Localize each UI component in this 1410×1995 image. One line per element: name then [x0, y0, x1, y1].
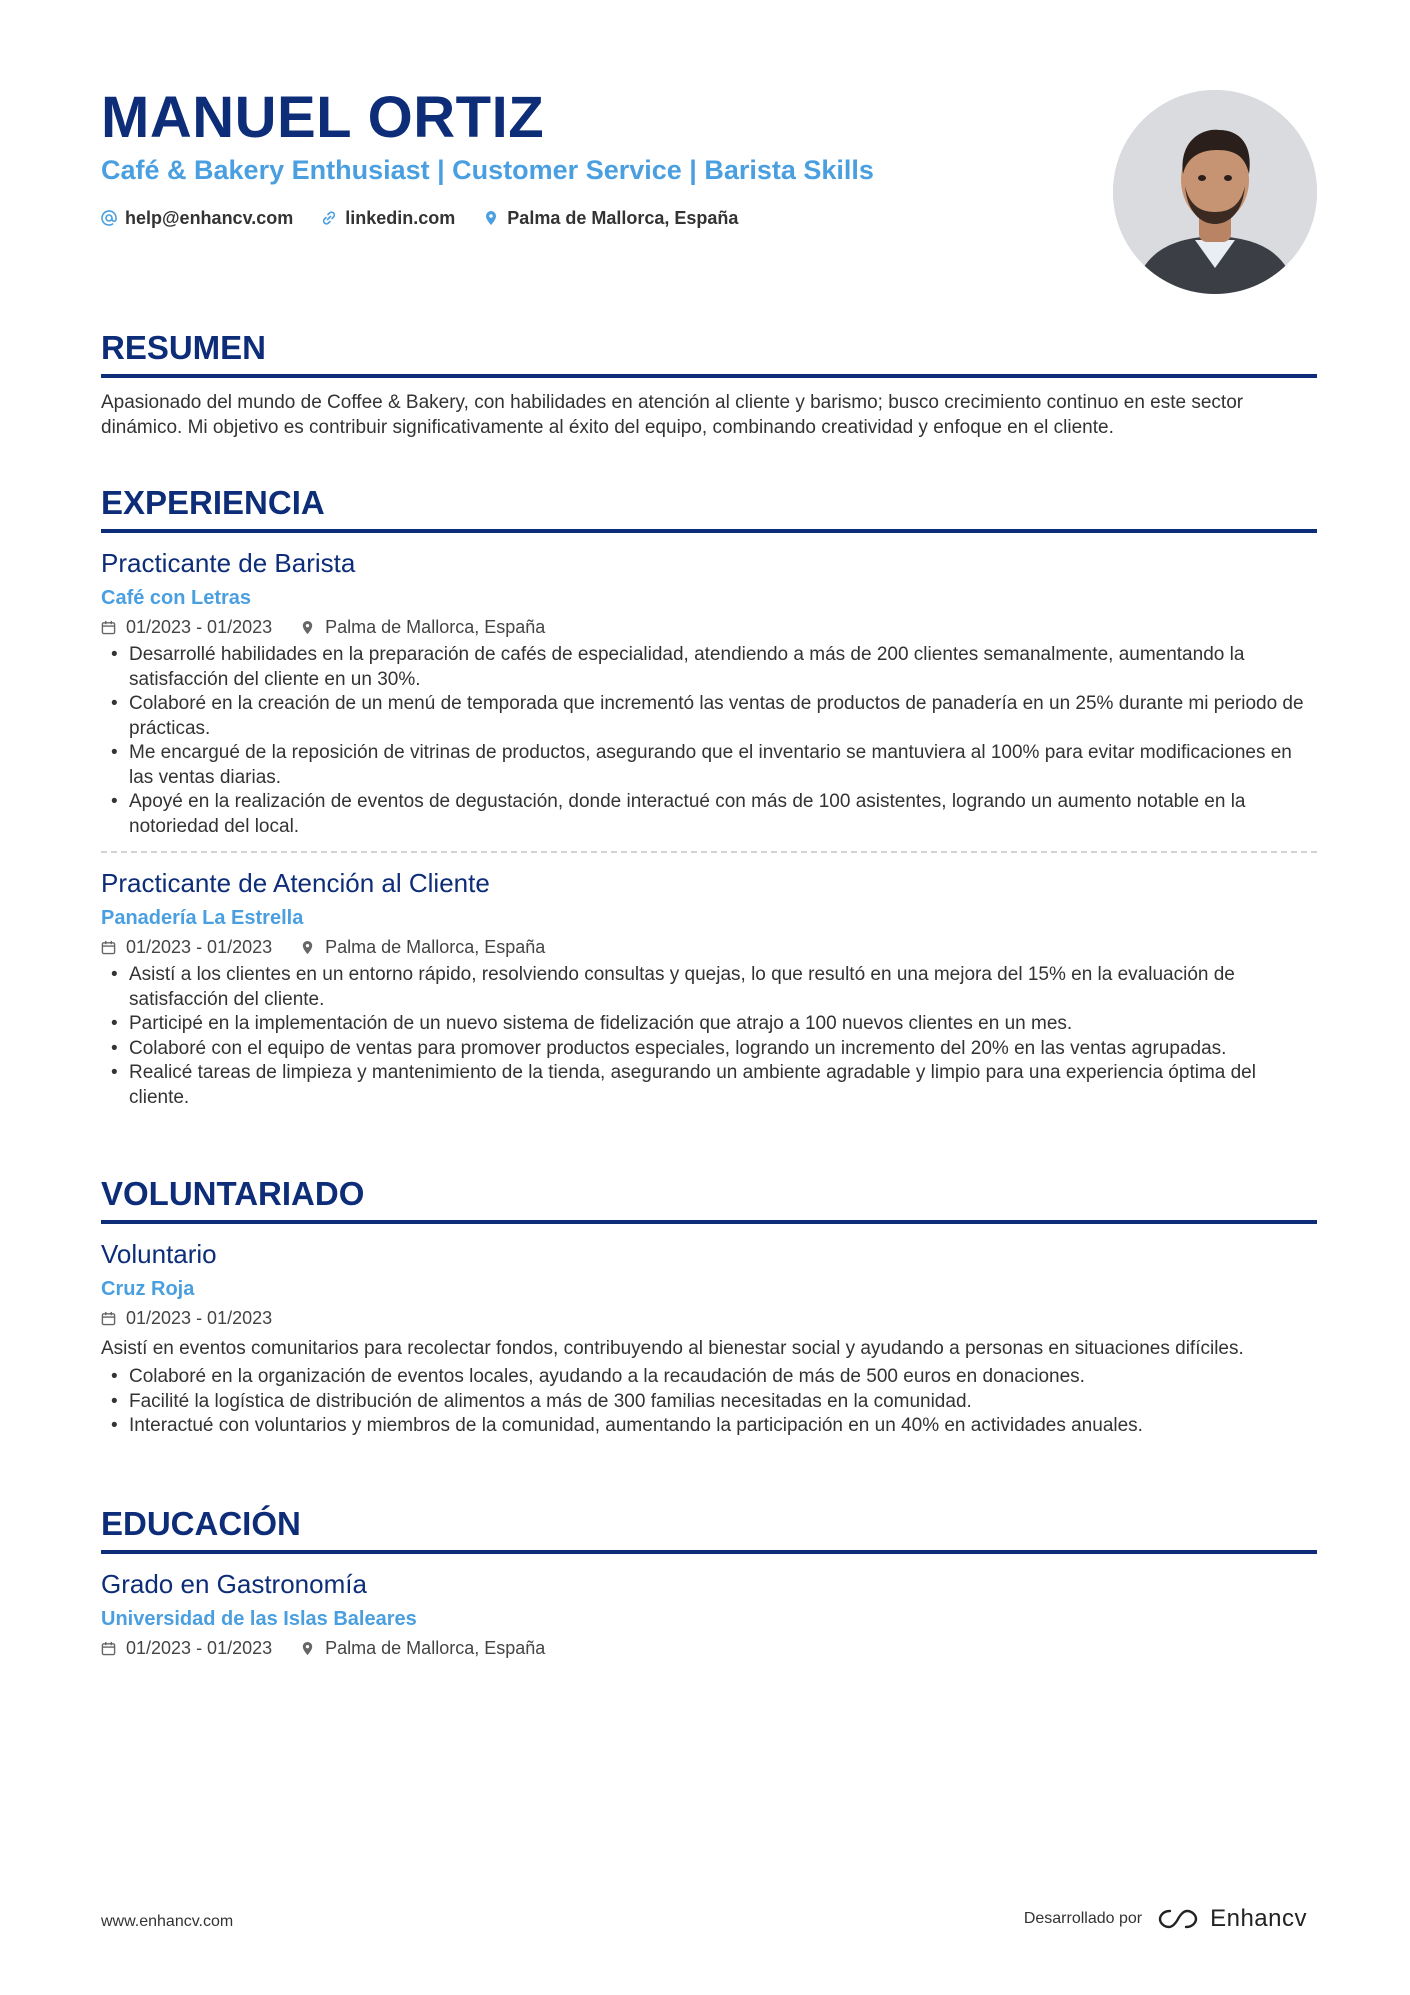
contact-linkedin-text: linkedin.com	[345, 208, 456, 228]
profile-photo-illustration	[1113, 90, 1317, 294]
bullet-item: • Interactué con voluntarios y miembros de la comunidad, aumentando la participación en un 40% en actividades anuales.	[101, 1414, 1317, 1439]
education-section	[101, 1504, 1317, 1660]
location-pin-icon	[300, 620, 315, 635]
volunteering-section	[101, 1174, 1317, 1439]
candidate-name: MANUEL ORTIZ	[101, 85, 545, 150]
volunteering-rule	[101, 1220, 1317, 1224]
bullet-item: • Asistí a los clientes en un entorno rápido, resolviendo consultas y quejas, lo que resultó en una mejora del 15% en la evaluación de satisfacción del cliente.	[101, 963, 1317, 1012]
contact-linkedin[interactable]	[321, 206, 455, 230]
summary-section	[101, 328, 1317, 440]
entry-meta	[101, 935, 1317, 959]
summary-title: RESUMEN	[101, 329, 267, 366]
entry-bullets	[101, 1365, 1317, 1439]
location-pin-icon	[300, 940, 315, 955]
location-pin-icon	[300, 1641, 315, 1656]
entry-bullets	[101, 963, 1317, 1110]
calendar-icon	[101, 1311, 116, 1326]
footer-brand[interactable]	[1156, 1905, 1307, 1933]
footer-brand-name: Enhancv	[1210, 1905, 1307, 1932]
bullet-item: • Facilité la logística de distribución de alimentos a más de 300 familias necesitadas en la comunidad.	[101, 1390, 1317, 1415]
bullet-item: • Colaboré en la creación de un menú de temporada que incrementó las ventas de productos de panadería en un 25% durante mi periodo de prácticas.	[101, 692, 1317, 741]
entry-dates	[101, 1306, 272, 1330]
entry-role: Practicante de Barista	[101, 548, 356, 578]
entry-location	[300, 935, 545, 959]
entry-location-text: Palma de Mallorca, España	[325, 937, 546, 957]
contact-bar	[101, 206, 738, 230]
bullet-item: • Apoyé en la realización de eventos de degustación, donde interactué con más de 100 asistentes, logrando un aumento notable en la notoriedad del local.	[101, 790, 1317, 839]
bullet-item: • Participé en la implementación de un nuevo sistema de fidelización que atrajo a 100 nuevos clientes en un mes.	[101, 1012, 1317, 1037]
entry-dates	[101, 1636, 272, 1660]
entry-dates-text: 01/2023 - 01/2023	[126, 937, 273, 957]
footer-credit	[1024, 1905, 1307, 1933]
summary-text: Apasionado del mundo de Coffee & Bakery, con habilidades en atención al cliente y barismo; busco crecimiento continuo en este sector dinámico. Mi objetivo es contribuir significativamente al éxito del equipo, combinando creatividad y enfoque en el cliente.	[101, 392, 1244, 438]
calendar-icon	[101, 620, 116, 635]
experience-entry	[101, 547, 1317, 839]
contact-email-text: help@enhancv.com	[125, 208, 294, 228]
experience-rule	[101, 529, 1317, 533]
entry-organization: Café con Letras	[101, 587, 252, 609]
entry-divider	[101, 851, 1317, 853]
entry-degree: Grado en Gastronomía	[101, 1569, 367, 1599]
education-title: EDUCACIÓN	[101, 1505, 301, 1542]
entry-role: Voluntario	[101, 1239, 217, 1269]
entry-institution: Universidad de las Islas Baleares	[101, 1608, 417, 1630]
experience-section	[101, 483, 1317, 1110]
entry-dates	[101, 935, 272, 959]
contact-location	[483, 206, 738, 230]
entry-dates	[101, 615, 272, 639]
bullet-item: • Realicé tareas de limpieza y mantenimiento de la tienda, asegurando un ambiente agradable y limpio para una experiencia óptima del cliente.	[101, 1061, 1317, 1110]
entry-meta	[101, 1636, 1317, 1660]
education-rule	[101, 1550, 1317, 1554]
volunteering-description: Asistí en eventos comunitarios para recolectar fondos, contribuyendo al bienestar social y ayudando a personas en situaciones difíciles.	[101, 1338, 1244, 1359]
entry-bullets	[101, 643, 1317, 839]
entry-dates-text: 01/2023 - 01/2023	[126, 1638, 273, 1658]
entry-location	[300, 615, 545, 639]
profile-photo	[1113, 90, 1317, 294]
education-entry	[101, 1568, 1317, 1660]
location-pin-icon	[483, 210, 499, 226]
entry-organization: Panadería La Estrella	[101, 907, 304, 929]
calendar-icon	[101, 940, 116, 955]
entry-organization: Cruz Roja	[101, 1278, 195, 1300]
summary-rule	[101, 374, 1317, 378]
bullet-item: • Desarrollé habilidades en la preparación de cafés de especialidad, atendiendo a más de 200 clientes semanalmente, aumentando la satisfacción del cliente en un 30%.	[101, 643, 1317, 692]
footer-website[interactable]: www.enhancv.com	[101, 1913, 234, 1930]
resume-page	[101, 0, 1317, 1995]
entry-meta	[101, 615, 1317, 639]
entry-role: Practicante de Atención al Cliente	[101, 868, 490, 898]
bullet-item: • Colaboré en la organización de eventos locales, ayudando a la recaudación de más de 500 euros en donaciones.	[101, 1365, 1317, 1390]
candidate-tagline: Café & Bakery Enthusiast | Customer Service | Barista Skills	[101, 155, 874, 185]
contact-location-text: Palma de Mallorca, España	[507, 208, 739, 228]
entry-location-text: Palma de Mallorca, España	[325, 1638, 546, 1658]
experience-title: EXPERIENCIA	[101, 484, 325, 521]
link-icon	[321, 210, 337, 226]
entry-location	[300, 1636, 545, 1660]
entry-location-text: Palma de Mallorca, España	[325, 617, 546, 637]
bullet-item: • Colaboré con el equipo de ventas para promover productos especiales, logrando un incremento del 20% en las ventas agrupadas.	[101, 1037, 1317, 1062]
at-icon	[101, 210, 117, 226]
experience-entry	[101, 867, 1317, 1110]
entry-meta	[101, 1306, 1317, 1330]
calendar-icon	[101, 1641, 116, 1656]
entry-dates-text: 01/2023 - 01/2023	[126, 617, 273, 637]
footer-powered-by: Desarrollado por	[1023, 1910, 1143, 1927]
enhancv-logo-icon	[1156, 1907, 1200, 1931]
contact-email[interactable]	[101, 206, 293, 230]
volunteering-title: VOLUNTARIADO	[101, 1175, 365, 1212]
bullet-item: • Me encargué de la reposición de vitrinas de productos, asegurando que el inventario se mantuviera al 100% para evitar modificaciones en las ventas diarias.	[101, 741, 1317, 790]
entry-dates-text: 01/2023 - 01/2023	[126, 1308, 273, 1328]
volunteering-entry	[101, 1238, 1317, 1439]
